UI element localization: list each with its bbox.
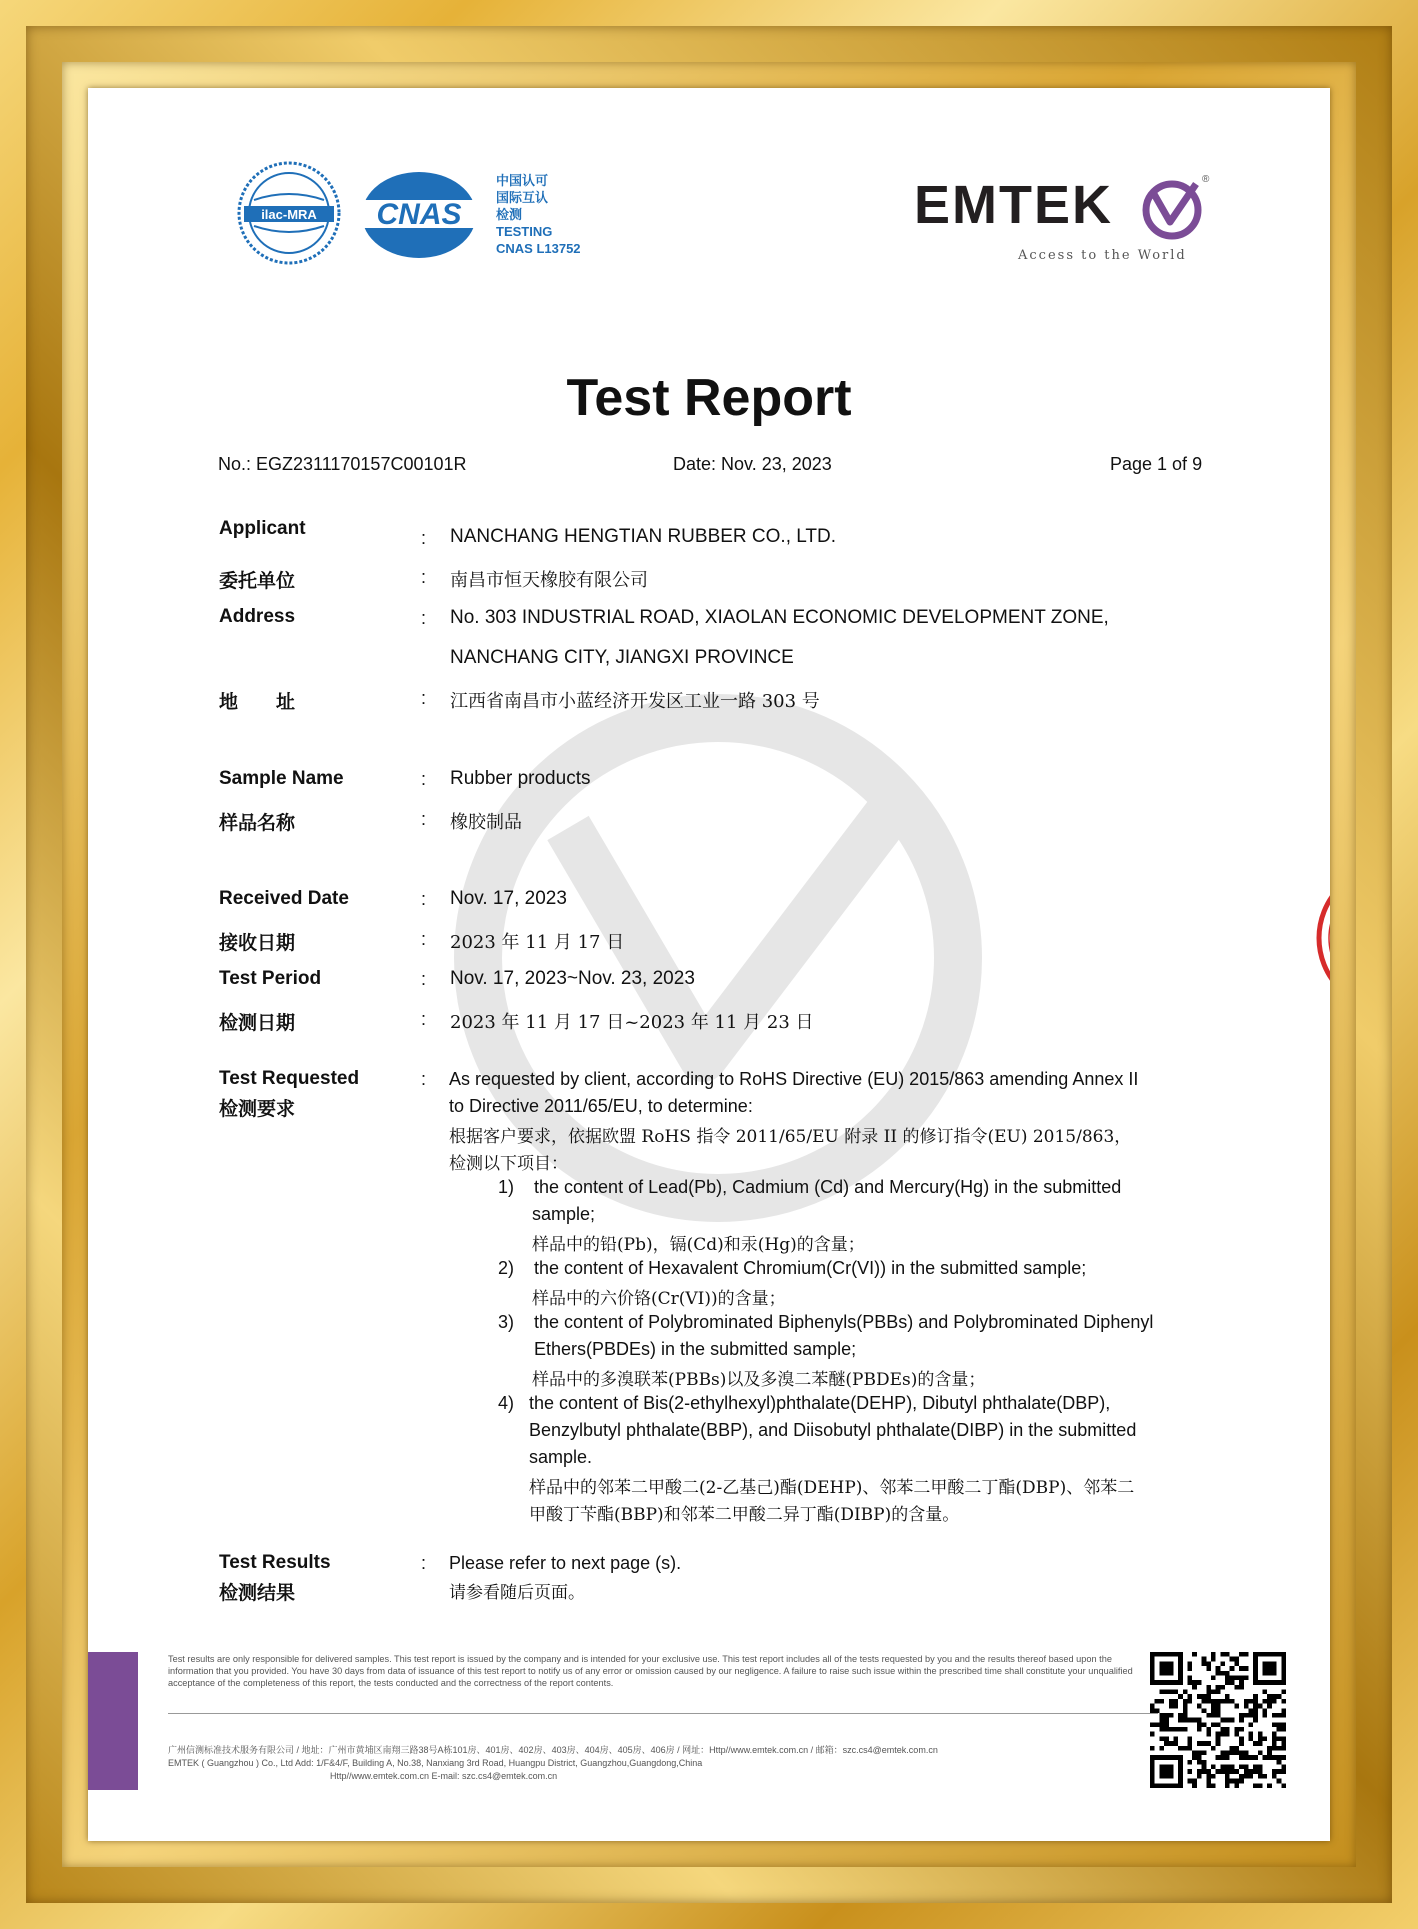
sample-name-label: Sample Name bbox=[219, 768, 344, 789]
footer-address-en-2: Http//www.emtek.com.cn E-mail: szc.cs4@emtek.com.cn bbox=[330, 1771, 558, 1781]
cnas-line: 中国认可 bbox=[496, 173, 549, 188]
colon: : bbox=[421, 1009, 427, 1029]
test-results-label: Test Results bbox=[219, 1552, 331, 1573]
address-label-cn: 地 址 bbox=[219, 691, 296, 713]
test-results-value: Please refer to next page (s). bbox=[449, 1553, 682, 1573]
applicant-value-cn: 南昌市恒天橡胶有限公司 bbox=[450, 570, 648, 591]
footer-accent-bar bbox=[88, 1652, 138, 1790]
cnas-accreditation-text bbox=[496, 172, 581, 257]
address-label: Address bbox=[219, 606, 296, 627]
item-3-line-1: the content of Polybrominated Biphenyls(PBBs) and Polybrominated Diphenyl bbox=[534, 1312, 1154, 1332]
item-4-line-2: Benzylbutyl phthalate(BBP), and Diisobutyl phthalate(DIBP) in the submitted bbox=[529, 1420, 1137, 1440]
requested-intro-cn-line-2: 检测以下项目： bbox=[449, 1154, 568, 1174]
item-4-cn-line-1: 样品中的邻苯二甲酸二(2-乙基己)酯(DEHP)、邻苯二甲酸二丁酯(DBP)、邻苯二 bbox=[529, 1478, 1135, 1498]
cnas-logo-icon bbox=[360, 170, 478, 260]
footer-address-en-1: EMTEK ( Guangzhou ) Co., Ltd Add: 1/F&4/F, Building A, No.38, Nanxiang 3rd Road, Huangpu District, Guangzhou,Guangdong,China bbox=[168, 1758, 703, 1768]
svg-text:CNAS: CNAS bbox=[376, 198, 462, 231]
report-title: Test Report bbox=[566, 369, 852, 427]
item-number: 1) bbox=[498, 1177, 515, 1197]
page-indicator: Page 1 of 9 bbox=[1110, 454, 1203, 474]
test-period-value: Nov. 17, 2023~Nov. 23, 2023 bbox=[450, 968, 695, 989]
colon: : bbox=[421, 889, 427, 909]
item-1-line-2: sample; bbox=[532, 1204, 596, 1224]
item-1-cn: 样品中的铅(Pb)，镉(Cd)和汞(Hg)的含量； bbox=[532, 1235, 865, 1255]
item-2-cn: 样品中的六价铬(Cr(VI))的含量； bbox=[532, 1289, 786, 1309]
colon: : bbox=[421, 1069, 427, 1089]
requested-intro-line-2: to Directive 2011/65/EU, to determine: bbox=[449, 1096, 753, 1116]
colon: : bbox=[421, 1553, 427, 1573]
colon: : bbox=[421, 969, 427, 989]
footer-disclaimer: Test results are only responsible for delivered samples. This test report is issued by the company and is intended for your exclusive use. This test report includes all of the tests requested by you and the results thereof based upon the information that you provided. You have 30 days from data of issuance of this test report to notify us of any error or omission caused by our negligence. A failure to raise such issue within the prescribed time shall constitute your unqualified acceptance of the completeness of this report, the tests conducted and the correctness of the report contents. bbox=[168, 1654, 1133, 1688]
test-requested-label-cn: 检测要求 bbox=[219, 1098, 296, 1120]
test-requested-label: Test Requested bbox=[219, 1068, 360, 1089]
emtek-tagline: Access to the World bbox=[1018, 248, 1187, 263]
requested-intro-cn-line-1: 根据客户要求，依据欧盟 RoHS 指令 2011/65/EU 附录 II 的修订指令(EU) 2015/863， bbox=[449, 1127, 1132, 1147]
received-date-value-cn: 2023 年 11 月 17 日 bbox=[450, 932, 625, 953]
address-value-line-2: NANCHANG CITY, JIANGXI PROVINCE bbox=[450, 647, 794, 668]
sample-name-value: Rubber products bbox=[450, 768, 591, 789]
item-2-line-1: the content of Hexavalent Chromium(Cr(VI)) in the submitted sample; bbox=[534, 1258, 1087, 1278]
applicant-label: Applicant bbox=[219, 518, 306, 539]
colon: : bbox=[421, 769, 427, 789]
footer-divider bbox=[168, 1713, 1158, 1714]
ilac-mra-logo-icon bbox=[236, 160, 342, 266]
report-date: Date: Nov. 23, 2023 bbox=[673, 454, 832, 474]
received-date-label: Received Date bbox=[219, 888, 349, 909]
colon: : bbox=[421, 809, 427, 829]
footer-address-cn: 广州信测标准技术服务有限公司 / 地址：广州市黄埔区南翔三路38号A栋101房、401房、402房、403房、404房、405房、406房 / 网址：Http//www.emtek.com.cn / 邮箱：szc.cs4@emtek.com.cn bbox=[168, 1745, 938, 1755]
sample-name-label-cn: 样品名称 bbox=[219, 812, 296, 834]
cnas-line: 国际互认 bbox=[496, 190, 549, 205]
received-date-value: Nov. 17, 2023 bbox=[450, 888, 567, 909]
colon: : bbox=[421, 688, 427, 708]
cnas-line: TESTING bbox=[496, 224, 553, 239]
item-number: 2) bbox=[498, 1258, 515, 1278]
sample-name-value-cn: 橡胶制品 bbox=[450, 812, 522, 833]
test-period-label: Test Period bbox=[219, 968, 322, 989]
address-value-cn: 江西省南昌市小蓝经济开发区工业一路 303 号 bbox=[450, 691, 820, 712]
item-4-line-3: sample. bbox=[529, 1447, 593, 1467]
test-results-value-cn: 请参看随后页面。 bbox=[449, 1583, 585, 1603]
test-period-value-cn: 2023 年 11 月 17 日~2023 年 11 月 23 日 bbox=[450, 1012, 814, 1033]
emtek-brand-name: EMTEK bbox=[914, 175, 1113, 235]
report-number: No.: EGZ2311170157C00101R bbox=[218, 454, 467, 474]
test-period-label-cn: 检测日期 bbox=[219, 1012, 296, 1034]
colon: : bbox=[421, 567, 427, 587]
received-date-label-cn: 接收日期 bbox=[219, 932, 296, 954]
emtek-check-logo-icon bbox=[1140, 176, 1204, 240]
item-number: 3) bbox=[498, 1312, 515, 1332]
cnas-line: CNAS L13752 bbox=[496, 241, 581, 256]
applicant-value: NANCHANG HENGTIAN RUBBER CO., LTD. bbox=[450, 526, 837, 547]
item-3-line-2: Ethers(PBDEs) in the submitted sample; bbox=[534, 1339, 857, 1359]
cnas-line: 检测 bbox=[496, 207, 523, 222]
footer-address bbox=[168, 1744, 1168, 1783]
item-4-cn-line-2: 甲酸丁苄酯(BBP)和邻苯二甲酸二异丁酯(DIBP)的含量。 bbox=[529, 1505, 960, 1525]
red-seal-stamp-icon bbox=[1306, 858, 1330, 1018]
colon: : bbox=[421, 528, 427, 548]
address-value-line-1: No. 303 INDUSTRIAL ROAD, XIAOLAN ECONOMIC DEVELOPMENT ZONE, bbox=[450, 607, 1109, 628]
registered-mark: ® bbox=[1202, 174, 1210, 185]
colon: : bbox=[421, 608, 427, 628]
colon: : bbox=[421, 929, 427, 949]
report-page bbox=[88, 88, 1330, 1841]
qr-code-icon[interactable] bbox=[1150, 1652, 1286, 1788]
item-4-line-1: the content of Bis(2-ethylhexyl)phthalate(DEHP), Dibutyl phthalate(DBP), bbox=[529, 1393, 1111, 1413]
svg-text:ilac-MRA: ilac-MRA bbox=[261, 207, 317, 222]
item-1-line-1: the content of Lead(Pb), Cadmium (Cd) and Mercury(Hg) in the submitted bbox=[534, 1177, 1122, 1197]
test-results-label-cn: 检测结果 bbox=[219, 1582, 296, 1604]
item-number: 4) bbox=[498, 1393, 515, 1413]
requested-intro-line-1: As requested by client, according to RoHS Directive (EU) 2015/863 amending Annex II bbox=[449, 1069, 1139, 1089]
applicant-label-cn: 委托单位 bbox=[219, 570, 296, 592]
item-3-cn: 样品中的多溴联苯(PBBs)以及多溴二苯醚(PBDEs)的含量； bbox=[532, 1370, 986, 1390]
